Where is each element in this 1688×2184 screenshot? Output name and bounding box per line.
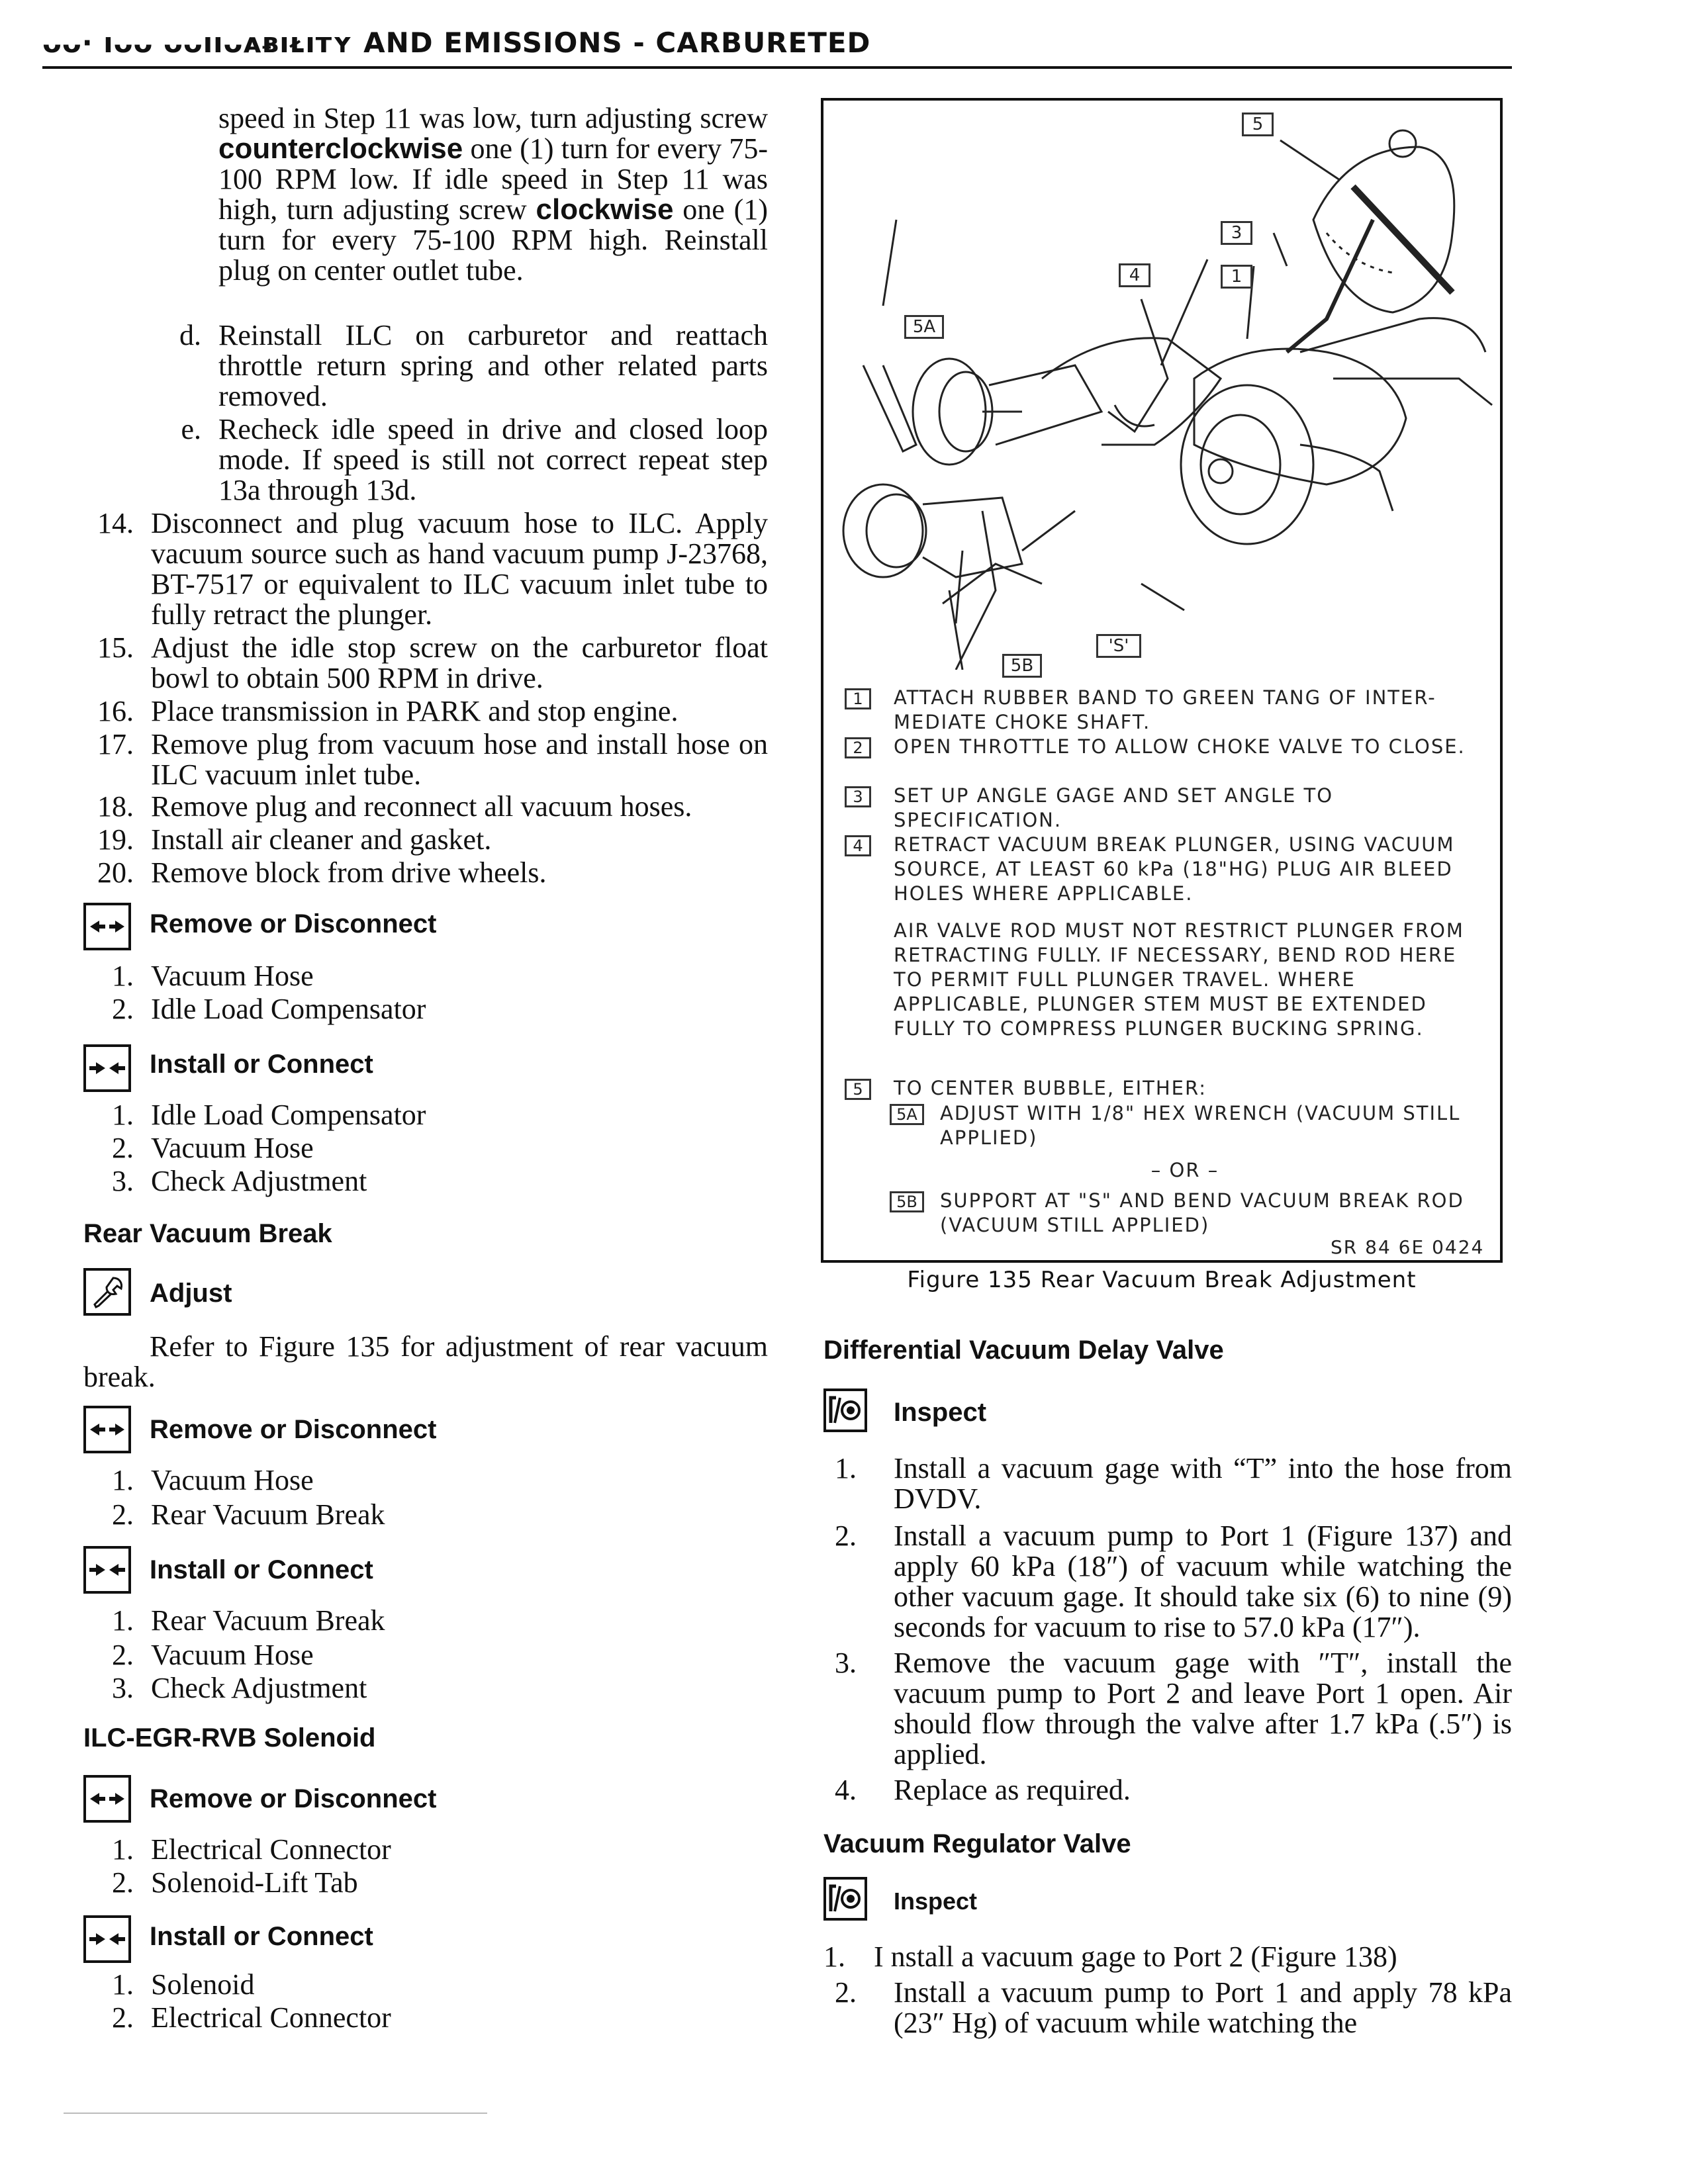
list-number: 3. (112, 1165, 134, 1197)
remove-disconnect-label: Remove or Disconnect (150, 1784, 437, 1813)
inspect-icon (823, 1877, 867, 1921)
list-text: Idle Load Compensator (151, 1099, 426, 1131)
step-number: 19. (97, 823, 134, 856)
figure-note-4: RETRACT VACUUM BREAK PLUNGER, USING VACUUM SOURCE, AT LEAST 60 kPa (18"HG) PLUG AIR BLEED HOLES WHERE APPLICABLE. (894, 833, 1455, 905)
step-19 (83, 825, 768, 855)
step-number: 3. (835, 1647, 857, 1679)
install-connect-icon (83, 1044, 131, 1092)
vrv-step-1 (823, 1942, 1512, 1972)
list-item (83, 1640, 547, 1670)
install-connect-label: Install or Connect (150, 1922, 373, 1951)
list-text: Solenoid-Lift Tab (151, 1866, 358, 1899)
callout-5b: 5B (1002, 654, 1042, 678)
list-number: 2. (112, 993, 134, 1025)
substep-d (154, 320, 768, 412)
list-text: Electrical Connector (151, 2001, 391, 2034)
step-text: Remove the vacuum gage with ″T″, install the vacuum pump to Port 2 and leave Port 1 open. Air should flow through the valve after 1.7 kPa (.5″) is applied. (894, 1647, 1512, 1770)
remove-disconnect-icon (83, 1775, 131, 1823)
install-connect-icon (83, 1915, 131, 1963)
bold-term-counterclockwise: counterclockwise (218, 132, 463, 165)
list-item (83, 1835, 547, 1865)
step-number: 1. (823, 1940, 845, 1973)
figure-note-5b: SUPPORT AT "S" AND BEND VACUUM BREAK ROD (VACUUM STILL APPLIED) (940, 1189, 1464, 1236)
footer-rule (64, 2113, 487, 2114)
adjust-text: Refer to Figure 135 for adjustment of rear vacuum break. (83, 1330, 768, 1393)
list-number: 2. (112, 1132, 134, 1164)
step-number: 17. (97, 728, 134, 760)
callout-3: 3 (1221, 221, 1252, 245)
list-text: Check Adjustment (151, 1165, 367, 1197)
note-key: 4 (845, 835, 871, 856)
callout-1: 1 (1221, 265, 1252, 289)
step-text: Install air cleaner and gasket. (151, 823, 492, 856)
list-item (83, 2003, 547, 2033)
figure-note-5a: ADJUST WITH 1/8" HEX WRENCH (VACUUM STILL APPLIED) (940, 1102, 1461, 1149)
list-item (83, 1133, 547, 1163)
figure-caption: Figure 135 Rear Vacuum Break Adjustment (907, 1267, 1417, 1293)
remove-disconnect-label: Remove or Disconnect (150, 1415, 437, 1444)
step-13c-continuation (218, 103, 768, 286)
step-text: Place transmission in PARK and stop engine. (151, 695, 679, 727)
note-key: 5A (890, 1104, 924, 1125)
figure-note-2: OPEN THROTTLE TO ALLOW CHOKE VALVE TO CLOSE. (894, 735, 1466, 758)
list-text: Vacuum Hose (151, 1464, 314, 1496)
step-15 (83, 633, 768, 694)
step-20 (83, 858, 768, 888)
callout-5: 5 (1242, 113, 1274, 136)
list-text: Check Adjustment (151, 1672, 367, 1704)
step-18 (83, 792, 768, 822)
inspect-label: Inspect (894, 1398, 987, 1427)
section-heading-ilc-egr-rvb-solenoid: ILC-EGR-RVB Solenoid (83, 1723, 376, 1752)
step-number: 14. (97, 507, 134, 539)
install-connect-icon (83, 1546, 131, 1594)
step-text: Remove block from drive wheels. (151, 856, 547, 889)
dvdv-step-2 (823, 1521, 1512, 1643)
step-text: Disconnect and plug vacuum hose to ILC. Apply vacuum source such as hand vacuum pump J-23768, BT-7517 or equivalent to ILC vacuum inlet tube to fully retract the plunger. (151, 507, 768, 631)
remove-disconnect-label: Remove or Disconnect (150, 909, 437, 938)
note-key: 1 (845, 688, 871, 709)
step-text: Install a vacuum pump to Port 1 and apply 78 kPa (23″ Hg) of vacuum while watching the (894, 1976, 1512, 2039)
step-text: Install a vacuum gage with “T” into the hose from DVDV. (894, 1452, 1512, 1515)
list-text: Rear Vacuum Break (151, 1604, 385, 1637)
rear-vacuum-break-illustration (823, 101, 1500, 670)
inspect-label: Inspect (894, 1888, 978, 1915)
callout-5a: 5A (904, 315, 944, 339)
step-number: 16. (97, 695, 134, 727)
step-number: 18. (97, 790, 134, 823)
remove-disconnect-icon (83, 1406, 131, 1453)
step-number: 20. (97, 856, 134, 889)
text-run: speed in Step 11 was low, turn adjusting screw (218, 102, 768, 134)
list-item (83, 1606, 547, 1636)
dvdv-step-4 (823, 1775, 1512, 1805)
figure-code: SR 84 6E 0424 (1331, 1236, 1485, 1258)
list-number: 2. (112, 1498, 134, 1531)
adjust-icon (83, 1268, 131, 1316)
list-number: 1. (112, 1968, 134, 2001)
figure-note-or: – OR – (1150, 1159, 1219, 1181)
step-text: Remove plug and reconnect all vacuum hoses. (151, 790, 692, 823)
figure-note-3: SET UP ANGLE GAGE AND SET ANGLE TO SPECIFICATION. (894, 784, 1334, 831)
list-text: Vacuum Hose (151, 1639, 314, 1671)
step-text: Adjust the idle stop screw on the carburetor float bowl to obtain 500 RPM in drive. (151, 631, 768, 694)
section-heading-dvdv: Differential Vacuum Delay Valve (823, 1336, 1224, 1365)
bold-term-clockwise: clockwise (536, 193, 674, 226)
note-key: 3 (845, 786, 871, 807)
list-item (83, 1166, 547, 1197)
remove-disconnect-icon (83, 903, 131, 950)
list-item (83, 1970, 547, 2000)
list-text: Idle Load Compensator (151, 993, 426, 1025)
step-number: 1. (835, 1452, 857, 1484)
dvdv-step-3 (823, 1648, 1512, 1770)
step-14 (83, 508, 768, 630)
substep-text: Reinstall ILC on carburetor and reattach throttle return spring and other related parts removed. (218, 319, 768, 412)
step-number: 2. (835, 1976, 857, 2009)
note-key: 5B (890, 1191, 924, 1212)
substep-number: e. (181, 413, 201, 445)
list-text: Solenoid (151, 1968, 255, 2001)
list-text: Electrical Connector (151, 1833, 391, 1866)
inspect-icon (823, 1388, 867, 1432)
figure-note-4-extra: AIR VALVE ROD MUST NOT RESTRICT PLUNGER FROM RETRACTING FULLY. IF NECESSARY, BEND ROD HERE TO PERMIT FULL PLUNGER TRAVEL. WHERE APPLICABLE, PLUNGER STEM MUST BE EXTENDED FULLY TO COMPRESS PLUNGER BUCKING SPRING. (894, 919, 1464, 1040)
note-key: 5 (845, 1079, 871, 1100)
list-item (83, 994, 547, 1024)
text-run: one (1) turn for every 75-100 RPM high. Reinstall plug on center outlet tube. (218, 193, 768, 287)
figure-note-1: ATTACH RUBBER BAND TO GREEN TANG OF INTER-MEDIATE CHOKE SHAFT. (894, 686, 1436, 733)
substep-text: Recheck idle speed in drive and closed loop mode. If speed is still not correct repeat step 13a through 13d. (218, 413, 768, 506)
section-heading-vrv: Vacuum Regulator Valve (823, 1829, 1131, 1858)
substep-number: d. (179, 319, 201, 351)
list-text: Vacuum Hose (151, 1132, 314, 1164)
list-item (83, 1500, 547, 1530)
list-text: Rear Vacuum Break (151, 1498, 385, 1531)
figure-note-5: TO CENTER BUBBLE, EITHER: (894, 1077, 1207, 1099)
page-header-title: ᴗᴗ· ıᴗᴗ ᴗᴗııᴗᴀᴃıᴌıᴛʏ AND EMISSIONS - CARBURETED (42, 26, 871, 59)
list-number: 1. (112, 1833, 134, 1866)
step-number: 2. (835, 1520, 857, 1552)
list-item (83, 961, 547, 991)
list-item (83, 1465, 547, 1496)
list-number: 1. (112, 1464, 134, 1496)
note-key: 2 (845, 737, 871, 758)
step-17 (83, 729, 768, 790)
text-run: one (1) turn for every 75-100 RPM low. If idle speed in Step 11 was high, turn adjusting screw (218, 132, 768, 226)
step-text: Install a vacuum pump to Port 1 (Figure 137) and apply 60 kPa (18″) of vacuum while watching the other vacuum gage. It should take six (6) to nine (9) seconds for vacuum to rise to 57.0 kPa (17″). (894, 1520, 1512, 1643)
step-16 (83, 696, 768, 727)
install-connect-label: Install or Connect (150, 1555, 373, 1584)
step-number: 15. (97, 631, 134, 664)
vrv-step-2 (823, 1978, 1512, 2038)
list-item (83, 1100, 547, 1130)
list-number: 3. (112, 1672, 134, 1704)
callout-4: 4 (1119, 263, 1150, 287)
list-number: 1. (112, 960, 134, 992)
list-number: 1. (112, 1604, 134, 1637)
header-rule (42, 66, 1512, 69)
dvdv-step-1 (823, 1453, 1512, 1514)
list-text: Vacuum Hose (151, 960, 314, 992)
callout-s: 'S' (1096, 634, 1141, 658)
step-text: Replace as required. (894, 1774, 1131, 1806)
adjust-label: Adjust (150, 1279, 232, 1308)
substep-e (154, 414, 768, 506)
section-heading-rear-vacuum-break: Rear Vacuum Break (83, 1219, 332, 1248)
step-text: Remove plug from vacuum hose and install hose on ILC vacuum inlet tube. (151, 728, 768, 791)
list-item (83, 1868, 547, 1898)
list-number: 2. (112, 2001, 134, 2034)
list-number: 1. (112, 1099, 134, 1131)
install-connect-label: Install or Connect (150, 1050, 373, 1079)
step-text: I nstall a vacuum gage to Port 2 (Figure 138) (874, 1940, 1397, 1973)
step-number: 4. (835, 1774, 857, 1806)
list-number: 2. (112, 1866, 134, 1899)
list-item (83, 1673, 547, 1704)
list-number: 2. (112, 1639, 134, 1671)
